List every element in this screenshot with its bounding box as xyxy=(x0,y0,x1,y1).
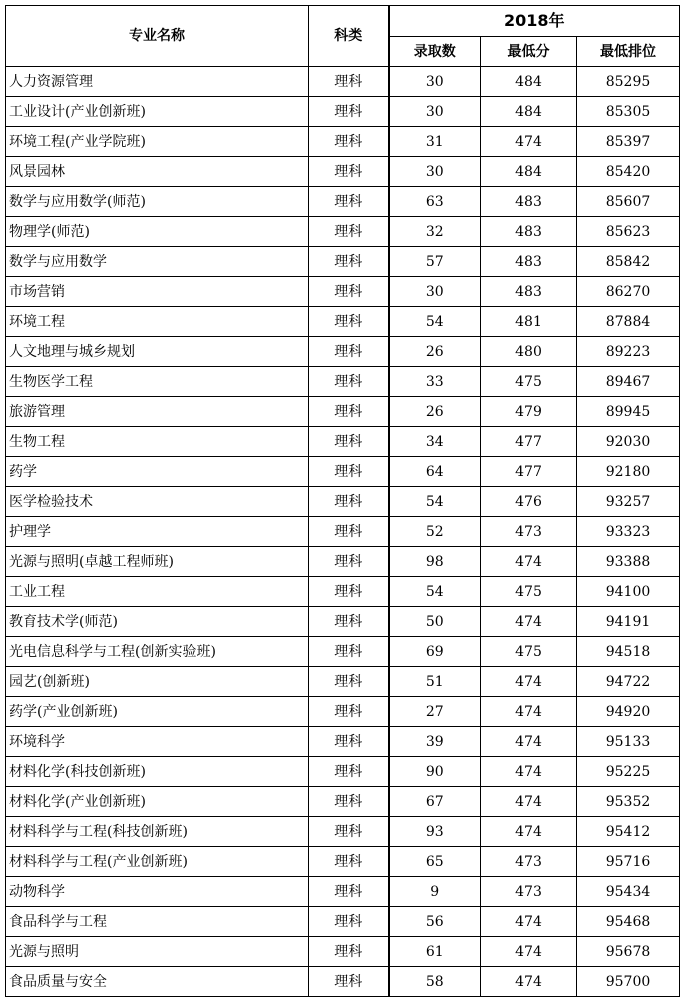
major-name-cell: 环境工程(产业学院班) xyxy=(6,127,309,157)
min-score-cell: 477 xyxy=(481,427,577,457)
category-cell: 理科 xyxy=(309,967,389,997)
min-score-cell: 474 xyxy=(481,727,577,757)
min-rank-cell: 85397 xyxy=(577,127,680,157)
table-row xyxy=(6,667,680,697)
min-score-cell: 484 xyxy=(481,97,577,127)
category-cell: 理科 xyxy=(309,277,389,307)
min-rank-cell: 85420 xyxy=(577,157,680,187)
min-rank-cell: 95412 xyxy=(577,817,680,847)
min-score-cell: 474 xyxy=(481,697,577,727)
major-name-cell: 光源与照明(卓越工程师班) xyxy=(6,547,309,577)
table-row xyxy=(6,187,680,217)
major-name-cell: 光源与照明 xyxy=(6,937,309,967)
header-min-score: 最低分 xyxy=(481,37,577,67)
header-major: 专业名称 xyxy=(6,6,309,67)
major-name-cell: 数学与应用数学 xyxy=(6,247,309,277)
min-rank-cell: 86270 xyxy=(577,277,680,307)
major-name-cell: 园艺(创新班) xyxy=(6,667,309,697)
category-cell: 理科 xyxy=(309,787,389,817)
category-cell: 理科 xyxy=(309,817,389,847)
table-row xyxy=(6,397,680,427)
category-cell: 理科 xyxy=(309,937,389,967)
admitted-count-cell: 31 xyxy=(389,127,481,157)
min-rank-cell: 89223 xyxy=(577,337,680,367)
header-year: 2018年 xyxy=(389,6,680,37)
table-row xyxy=(6,637,680,667)
min-score-cell: 481 xyxy=(481,307,577,337)
table-row xyxy=(6,157,680,187)
min-rank-cell: 92030 xyxy=(577,427,680,457)
min-rank-cell: 95678 xyxy=(577,937,680,967)
min-score-cell: 474 xyxy=(481,907,577,937)
category-cell: 理科 xyxy=(309,757,389,787)
category-cell: 理科 xyxy=(309,487,389,517)
category-cell: 理科 xyxy=(309,397,389,427)
min-rank-cell: 94722 xyxy=(577,667,680,697)
admitted-count-cell: 90 xyxy=(389,757,481,787)
table-row xyxy=(6,697,680,727)
major-name-cell: 药学(产业创新班) xyxy=(6,697,309,727)
min-rank-cell: 95716 xyxy=(577,847,680,877)
major-name-cell: 人文地理与城乡规划 xyxy=(6,337,309,367)
table-row xyxy=(6,217,680,247)
category-cell: 理科 xyxy=(309,187,389,217)
min-rank-cell: 95133 xyxy=(577,727,680,757)
category-cell: 理科 xyxy=(309,97,389,127)
major-name-cell: 食品科学与工程 xyxy=(6,907,309,937)
admitted-count-cell: 30 xyxy=(389,67,481,97)
table-row xyxy=(6,457,680,487)
admitted-count-cell: 51 xyxy=(389,667,481,697)
min-score-cell: 473 xyxy=(481,877,577,907)
min-rank-cell: 94518 xyxy=(577,637,680,667)
min-score-cell: 473 xyxy=(481,517,577,547)
min-score-cell: 484 xyxy=(481,157,577,187)
table-row xyxy=(6,277,680,307)
major-name-cell: 旅游管理 xyxy=(6,397,309,427)
header-admitted: 录取数 xyxy=(389,37,481,67)
category-cell: 理科 xyxy=(309,247,389,277)
table-row xyxy=(6,547,680,577)
table-row xyxy=(6,577,680,607)
category-cell: 理科 xyxy=(309,877,389,907)
min-score-cell: 483 xyxy=(481,247,577,277)
admitted-count-cell: 54 xyxy=(389,307,481,337)
category-cell: 理科 xyxy=(309,607,389,637)
min-rank-cell: 92180 xyxy=(577,457,680,487)
min-rank-cell: 87884 xyxy=(577,307,680,337)
admitted-count-cell: 27 xyxy=(389,697,481,727)
admitted-count-cell: 26 xyxy=(389,397,481,427)
table-row xyxy=(6,937,680,967)
admitted-count-cell: 67 xyxy=(389,787,481,817)
category-cell: 理科 xyxy=(309,367,389,397)
admitted-count-cell: 64 xyxy=(389,457,481,487)
table-row xyxy=(6,877,680,907)
min-rank-cell: 85842 xyxy=(577,247,680,277)
major-name-cell: 市场营销 xyxy=(6,277,309,307)
category-cell: 理科 xyxy=(309,577,389,607)
admitted-count-cell: 34 xyxy=(389,427,481,457)
admitted-count-cell: 69 xyxy=(389,637,481,667)
major-name-cell: 材料科学与工程(产业创新班) xyxy=(6,847,309,877)
major-name-cell: 工业工程 xyxy=(6,577,309,607)
min-score-cell: 483 xyxy=(481,187,577,217)
category-cell: 理科 xyxy=(309,847,389,877)
table-row xyxy=(6,607,680,637)
min-rank-cell: 85305 xyxy=(577,97,680,127)
category-cell: 理科 xyxy=(309,547,389,577)
table-row xyxy=(6,817,680,847)
table-row xyxy=(6,67,680,97)
header-category: 科类 xyxy=(309,6,389,67)
major-name-cell: 环境工程 xyxy=(6,307,309,337)
min-score-cell: 474 xyxy=(481,667,577,697)
category-cell: 理科 xyxy=(309,157,389,187)
admitted-count-cell: 50 xyxy=(389,607,481,637)
major-name-cell: 食品质量与安全 xyxy=(6,967,309,997)
header-min-rank: 最低排位 xyxy=(577,37,680,67)
category-cell: 理科 xyxy=(309,67,389,97)
major-name-cell: 物理学(师范) xyxy=(6,217,309,247)
min-score-cell: 473 xyxy=(481,847,577,877)
admitted-count-cell: 39 xyxy=(389,727,481,757)
min-score-cell: 484 xyxy=(481,67,577,97)
major-name-cell: 人力资源管理 xyxy=(6,67,309,97)
min-score-cell: 479 xyxy=(481,397,577,427)
admitted-count-cell: 58 xyxy=(389,967,481,997)
admitted-count-cell: 65 xyxy=(389,847,481,877)
admitted-count-cell: 33 xyxy=(389,367,481,397)
min-score-cell: 474 xyxy=(481,937,577,967)
min-score-cell: 475 xyxy=(481,367,577,397)
category-cell: 理科 xyxy=(309,307,389,337)
min-rank-cell: 93323 xyxy=(577,517,680,547)
category-cell: 理科 xyxy=(309,457,389,487)
major-name-cell: 护理学 xyxy=(6,517,309,547)
table-header xyxy=(6,6,680,67)
category-cell: 理科 xyxy=(309,697,389,727)
table-row xyxy=(6,427,680,457)
table-row xyxy=(6,367,680,397)
category-cell: 理科 xyxy=(309,667,389,697)
table-row xyxy=(6,247,680,277)
admitted-count-cell: 30 xyxy=(389,277,481,307)
min-rank-cell: 95434 xyxy=(577,877,680,907)
min-rank-cell: 94100 xyxy=(577,577,680,607)
admitted-count-cell: 9 xyxy=(389,877,481,907)
admitted-count-cell: 56 xyxy=(389,907,481,937)
min-score-cell: 474 xyxy=(481,757,577,787)
admitted-count-cell: 93 xyxy=(389,817,481,847)
table-row xyxy=(6,967,680,997)
table-row xyxy=(6,517,680,547)
table-row xyxy=(6,787,680,817)
table-body xyxy=(6,67,680,997)
table-row xyxy=(6,127,680,157)
category-cell: 理科 xyxy=(309,517,389,547)
category-cell: 理科 xyxy=(309,427,389,457)
major-name-cell: 动物科学 xyxy=(6,877,309,907)
category-cell: 理科 xyxy=(309,727,389,757)
min-score-cell: 476 xyxy=(481,487,577,517)
major-name-cell: 光电信息科学与工程(创新实验班) xyxy=(6,637,309,667)
category-cell: 理科 xyxy=(309,337,389,367)
min-rank-cell: 95468 xyxy=(577,907,680,937)
min-rank-cell: 85295 xyxy=(577,67,680,97)
table-row xyxy=(6,847,680,877)
admitted-count-cell: 63 xyxy=(389,187,481,217)
table-row xyxy=(6,907,680,937)
min-rank-cell: 94191 xyxy=(577,607,680,637)
min-score-cell: 474 xyxy=(481,547,577,577)
major-name-cell: 教育技术学(师范) xyxy=(6,607,309,637)
min-rank-cell: 89467 xyxy=(577,367,680,397)
min-score-cell: 483 xyxy=(481,217,577,247)
category-cell: 理科 xyxy=(309,907,389,937)
major-name-cell: 数学与应用数学(师范) xyxy=(6,187,309,217)
min-rank-cell: 93257 xyxy=(577,487,680,517)
min-rank-cell: 89945 xyxy=(577,397,680,427)
min-rank-cell: 85623 xyxy=(577,217,680,247)
table-row xyxy=(6,97,680,127)
category-cell: 理科 xyxy=(309,217,389,247)
admission-table xyxy=(5,5,680,997)
table-row xyxy=(6,307,680,337)
min-rank-cell: 95352 xyxy=(577,787,680,817)
min-score-cell: 474 xyxy=(481,817,577,847)
major-name-cell: 生物医学工程 xyxy=(6,367,309,397)
min-score-cell: 475 xyxy=(481,577,577,607)
major-name-cell: 工业设计(产业创新班) xyxy=(6,97,309,127)
min-rank-cell: 85607 xyxy=(577,187,680,217)
major-name-cell: 材料化学(产业创新班) xyxy=(6,787,309,817)
min-score-cell: 474 xyxy=(481,787,577,817)
admitted-count-cell: 61 xyxy=(389,937,481,967)
min-score-cell: 474 xyxy=(481,607,577,637)
min-score-cell: 474 xyxy=(481,967,577,997)
category-cell: 理科 xyxy=(309,637,389,667)
table-row xyxy=(6,727,680,757)
admitted-count-cell: 54 xyxy=(389,577,481,607)
major-name-cell: 材料科学与工程(科技创新班) xyxy=(6,817,309,847)
min-score-cell: 475 xyxy=(481,637,577,667)
admitted-count-cell: 54 xyxy=(389,487,481,517)
min-rank-cell: 95225 xyxy=(577,757,680,787)
min-score-cell: 474 xyxy=(481,127,577,157)
admitted-count-cell: 30 xyxy=(389,157,481,187)
min-score-cell: 477 xyxy=(481,457,577,487)
admitted-count-cell: 32 xyxy=(389,217,481,247)
major-name-cell: 风景园林 xyxy=(6,157,309,187)
major-name-cell: 药学 xyxy=(6,457,309,487)
min-score-cell: 480 xyxy=(481,337,577,367)
major-name-cell: 材料化学(科技创新班) xyxy=(6,757,309,787)
major-name-cell: 医学检验技术 xyxy=(6,487,309,517)
major-name-cell: 环境科学 xyxy=(6,727,309,757)
admitted-count-cell: 30 xyxy=(389,97,481,127)
admitted-count-cell: 26 xyxy=(389,337,481,367)
table-row xyxy=(6,757,680,787)
min-score-cell: 483 xyxy=(481,277,577,307)
major-name-cell: 生物工程 xyxy=(6,427,309,457)
admitted-count-cell: 57 xyxy=(389,247,481,277)
min-rank-cell: 93388 xyxy=(577,547,680,577)
admitted-count-cell: 98 xyxy=(389,547,481,577)
min-rank-cell: 95700 xyxy=(577,967,680,997)
admitted-count-cell: 52 xyxy=(389,517,481,547)
min-rank-cell: 94920 xyxy=(577,697,680,727)
table-row xyxy=(6,337,680,367)
category-cell: 理科 xyxy=(309,127,389,157)
table-row xyxy=(6,487,680,517)
